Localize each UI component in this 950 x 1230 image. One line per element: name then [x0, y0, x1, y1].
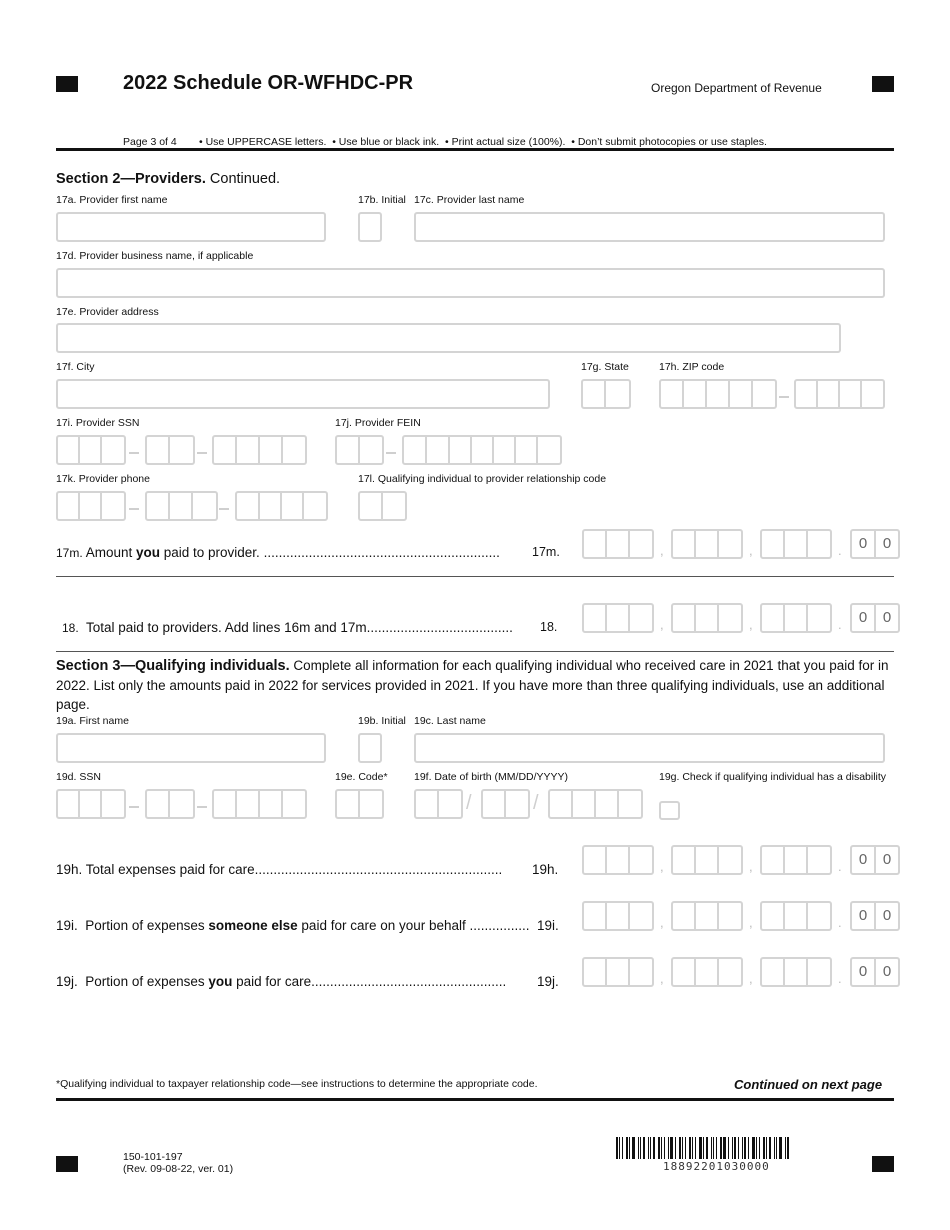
amount-separator: .: [838, 543, 842, 558]
provider-fein-part1[interactable]: [335, 435, 384, 465]
barcode-bar: [748, 1137, 749, 1159]
provider-phone-prefix[interactable]: [145, 491, 218, 521]
date-slash: /: [466, 792, 472, 814]
barcode-bar: [779, 1137, 782, 1159]
amount-digit-group[interactable]: [582, 603, 654, 633]
barcode-bar: [653, 1137, 655, 1159]
barcode-bar: [668, 1137, 669, 1159]
cents-digit: 0: [882, 851, 892, 868]
qualifying-first-name-input[interactable]: [56, 733, 326, 763]
cents-digit: 0: [882, 907, 892, 924]
label-17i: 17i. Provider SSN: [56, 417, 140, 429]
barcode-bar: [661, 1137, 662, 1159]
barcode-bar: [774, 1137, 775, 1159]
amount-digit-group[interactable]: [760, 603, 832, 633]
label-19f: 19f. Date of birth (MM/DD/YYYY): [414, 771, 569, 783]
barcode-bar: [738, 1137, 739, 1159]
registration-mark: [872, 76, 894, 92]
barcode-bar: [723, 1137, 726, 1159]
provider-first-name-input[interactable]: [56, 212, 326, 242]
barcode-bar: [632, 1137, 635, 1159]
barcode-bar: [650, 1137, 651, 1159]
zip-dash: [779, 396, 789, 398]
registration-mark: [56, 1156, 78, 1172]
cents-digit: 0: [852, 605, 876, 631]
provider-ssn-part3[interactable]: [212, 435, 307, 465]
ssn-dash: [129, 452, 139, 454]
barcode-bar: [742, 1137, 743, 1159]
amount-separator: ,: [660, 859, 664, 874]
qualifying-code-input[interactable]: [335, 789, 384, 819]
phone-dash: [129, 508, 139, 510]
form-instructions: • Use UPPERCASE letters. • Use blue or black ink. • Print actual size (100%). • Don’t submit photocopies or use staples.: [199, 136, 767, 148]
registration-mark: [56, 76, 78, 92]
amount-digit-group[interactable]: [671, 957, 743, 987]
amount-separator: ,: [749, 859, 753, 874]
barcode-bar: [785, 1137, 786, 1159]
barcode-bar: [699, 1137, 702, 1159]
line-19j-text: 19j. Portion of expenses you paid for care....................................................: [56, 974, 507, 989]
provider-address-input[interactable]: [56, 323, 841, 353]
date-slash: /: [533, 792, 539, 814]
barcode-bar: [734, 1137, 736, 1159]
line-18-ref: 18.: [540, 620, 558, 634]
phone-dash: [219, 508, 229, 510]
barcode-bar: [619, 1137, 620, 1159]
amount-separator: ,: [749, 915, 753, 930]
barcode-bar: [648, 1137, 649, 1159]
label-17a: 17a. Provider first name: [56, 194, 168, 206]
qualifying-last-name-input[interactable]: [414, 733, 885, 763]
provider-phone-line[interactable]: [235, 491, 328, 521]
header-divider: [56, 148, 894, 151]
line-17m-ref: 17m.: [532, 545, 560, 559]
cents-digit: 0: [882, 609, 892, 626]
barcode-bar: [720, 1137, 722, 1159]
cents-digit: 0: [852, 903, 876, 929]
line-18-text: 18. Total paid to providers. Add lines 16m and 17m.......................................: [62, 620, 513, 635]
amount-cents: [850, 901, 900, 931]
amount-separator: .: [838, 859, 842, 874]
label-17l: 17l. Qualifying individual to provider relationship code: [358, 473, 607, 485]
barcode-bar: [716, 1137, 717, 1159]
provider-ssn-part1[interactable]: [56, 435, 126, 465]
line-19i-text: 19i. Portion of expenses someone else paid for care on your behalf ................: [56, 918, 530, 933]
label-17e: 17e. Provider address: [56, 306, 159, 318]
qualifying-ssn-part2[interactable]: [145, 789, 195, 819]
ssn-dash: [129, 806, 139, 808]
amount-separator: .: [838, 915, 842, 930]
barcode-bar: [692, 1137, 693, 1159]
registration-mark: [872, 1156, 894, 1172]
page-number: Page 3 of 4: [123, 136, 177, 148]
label-17k: 17k. Provider phone: [56, 473, 150, 485]
barcode-bar: [640, 1137, 641, 1159]
footnote: *Qualifying individual to taxpayer relationship code—see instructions to determine the appropriate code.: [56, 1078, 538, 1090]
amount-digit-group[interactable]: [671, 603, 743, 633]
barcode-bar: [752, 1137, 755, 1159]
barcode-bar: [787, 1137, 789, 1159]
label-19b: 19b. Initial: [358, 715, 406, 727]
label-17b: 17b. Initial: [358, 194, 406, 206]
barcode-bar: [732, 1137, 733, 1159]
amount-digit-group[interactable]: [671, 901, 743, 931]
barcode-number: 18892201030000: [663, 1160, 770, 1173]
label-17c: 17c. Provider last name: [414, 194, 525, 206]
cents-digit: 0: [852, 959, 876, 985]
amount-separator: ,: [660, 915, 664, 930]
barcode-bar: [638, 1137, 639, 1159]
barcode-bar: [629, 1137, 630, 1159]
label-19a: 19a. First name: [56, 715, 129, 727]
amount-digit-group[interactable]: [582, 901, 654, 931]
provider-zip4-input[interactable]: [794, 379, 885, 409]
amount-separator: ,: [749, 543, 753, 558]
provider-state-input[interactable]: [581, 379, 631, 409]
amount-separator: ,: [660, 971, 664, 986]
amount-digit-group[interactable]: [671, 845, 743, 875]
amount-separator: ,: [749, 617, 753, 632]
ssn-dash: [197, 806, 207, 808]
qualifying-initial-input[interactable]: [358, 733, 382, 763]
barcode-bar: [622, 1137, 623, 1159]
barcode-bar: [689, 1137, 691, 1159]
barcode-bar: [658, 1137, 660, 1159]
label-17g: 17g. State: [581, 361, 629, 373]
line-19i-ref: 19i.: [537, 918, 559, 933]
line-divider: [56, 576, 894, 577]
disability-checkbox[interactable]: [659, 801, 680, 820]
relationship-code-input[interactable]: [358, 491, 407, 521]
fein-dash: [386, 452, 396, 454]
amount-separator: ,: [660, 543, 664, 558]
barcode-bar: [616, 1137, 618, 1159]
barcode-bar: [664, 1137, 665, 1159]
qualifying-ssn-part1[interactable]: [56, 789, 126, 819]
barcode-bar: [763, 1137, 765, 1159]
amount-digit-group[interactable]: [760, 845, 832, 875]
qualifying-ssn-part3[interactable]: [212, 789, 307, 819]
amount-digit-group[interactable]: [582, 957, 654, 987]
barcode-bar: [744, 1137, 746, 1159]
barcode-bar: [643, 1137, 645, 1159]
label-19c: 19c. Last name: [414, 715, 486, 727]
provider-ssn-part2[interactable]: [145, 435, 195, 465]
barcode-bar: [626, 1137, 628, 1159]
barcode: [616, 1137, 791, 1159]
cents-digit: 0: [852, 847, 876, 873]
amount-digit-group[interactable]: [582, 845, 654, 875]
barcode-bar: [675, 1137, 676, 1159]
barcode-bar: [695, 1137, 696, 1159]
barcode-bar: [670, 1137, 673, 1159]
provider-zip5-input[interactable]: [659, 379, 777, 409]
form-number: 150-101-197: [123, 1151, 183, 1163]
line-17m-text: 17m. Amount you paid to provider. ...............................................................: [56, 545, 500, 560]
amount-separator: .: [838, 617, 842, 632]
amount-digit-group[interactable]: [760, 901, 832, 931]
amount-cents: [850, 845, 900, 875]
barcode-bar: [685, 1137, 686, 1159]
dob-month-input[interactable]: [414, 789, 463, 819]
footer-divider: [56, 1098, 894, 1101]
dob-day-input[interactable]: [481, 789, 530, 819]
provider-city-input[interactable]: [56, 379, 550, 409]
label-19g: 19g. Check if qualifying individual has a disability: [659, 771, 887, 783]
provider-fein-part2[interactable]: [402, 435, 562, 465]
section2-heading: Section 2—Providers. Continued.: [56, 171, 281, 187]
barcode-bar: [728, 1137, 729, 1159]
dob-year-input[interactable]: [548, 789, 643, 819]
line-19h-ref: 19h.: [532, 862, 559, 877]
cents-digit: 0: [882, 535, 892, 552]
barcode-bar: [706, 1137, 708, 1159]
amount-digit-group[interactable]: [671, 529, 743, 559]
label-17h: 17h. ZIP code: [659, 361, 725, 373]
amount-cents: [850, 957, 900, 987]
barcode-bar: [766, 1137, 767, 1159]
line-19j-ref: 19j.: [537, 974, 559, 989]
form-revision: (Rev. 09-08-22, ver. 01): [123, 1163, 234, 1175]
provider-initial-input[interactable]: [358, 212, 382, 242]
amount-digit-group[interactable]: [582, 529, 654, 559]
barcode-bar: [756, 1137, 757, 1159]
amount-digit-group[interactable]: [760, 957, 832, 987]
barcode-bar: [679, 1137, 681, 1159]
barcode-bar: [682, 1137, 683, 1159]
barcode-bar: [711, 1137, 712, 1159]
amount-cents: [850, 603, 900, 633]
amount-separator: ,: [749, 971, 753, 986]
amount-separator: ,: [660, 617, 664, 632]
agency-name: Oregon Department of Revenue: [651, 81, 822, 95]
section3-heading: Section 3—Qualifying individuals. Complete all information for each qualifying individual who received care in 2021 that you paid for in 2022. List only the amounts paid in 2022 for services provided in 2021. If you have more than three qualifying individuals, use an additional page.: [56, 658, 889, 712]
barcode-bar: [703, 1137, 704, 1159]
provider-phone-area[interactable]: [56, 491, 126, 521]
label-19d: 19d. SSN: [56, 771, 101, 783]
barcode-bar: [776, 1137, 777, 1159]
label-19e: 19e. Code*: [335, 771, 388, 783]
provider-business-name-input[interactable]: [56, 268, 885, 298]
barcode-bar: [713, 1137, 714, 1159]
barcode-bar: [759, 1137, 760, 1159]
label-17f: 17f. City: [56, 361, 95, 373]
amount-cents: [850, 529, 900, 559]
provider-last-name-input[interactable]: [414, 212, 885, 242]
label-17d: 17d. Provider business name, if applicable: [56, 250, 254, 262]
amount-digit-group[interactable]: [760, 529, 832, 559]
form-title: 2022 Schedule OR-WFHDC-PR: [123, 72, 414, 94]
line-19h-text: 19h. Total expenses paid for care..................................................................: [56, 862, 503, 877]
amount-separator: .: [838, 971, 842, 986]
ssn-dash: [197, 452, 207, 454]
barcode-bar: [769, 1137, 771, 1159]
cents-digit: 0: [852, 531, 876, 557]
continued-label: Continued on next page: [734, 1077, 883, 1092]
cents-digit: 0: [882, 963, 892, 980]
line-divider: [56, 651, 894, 652]
label-17j: 17j. Provider FEIN: [335, 417, 421, 429]
